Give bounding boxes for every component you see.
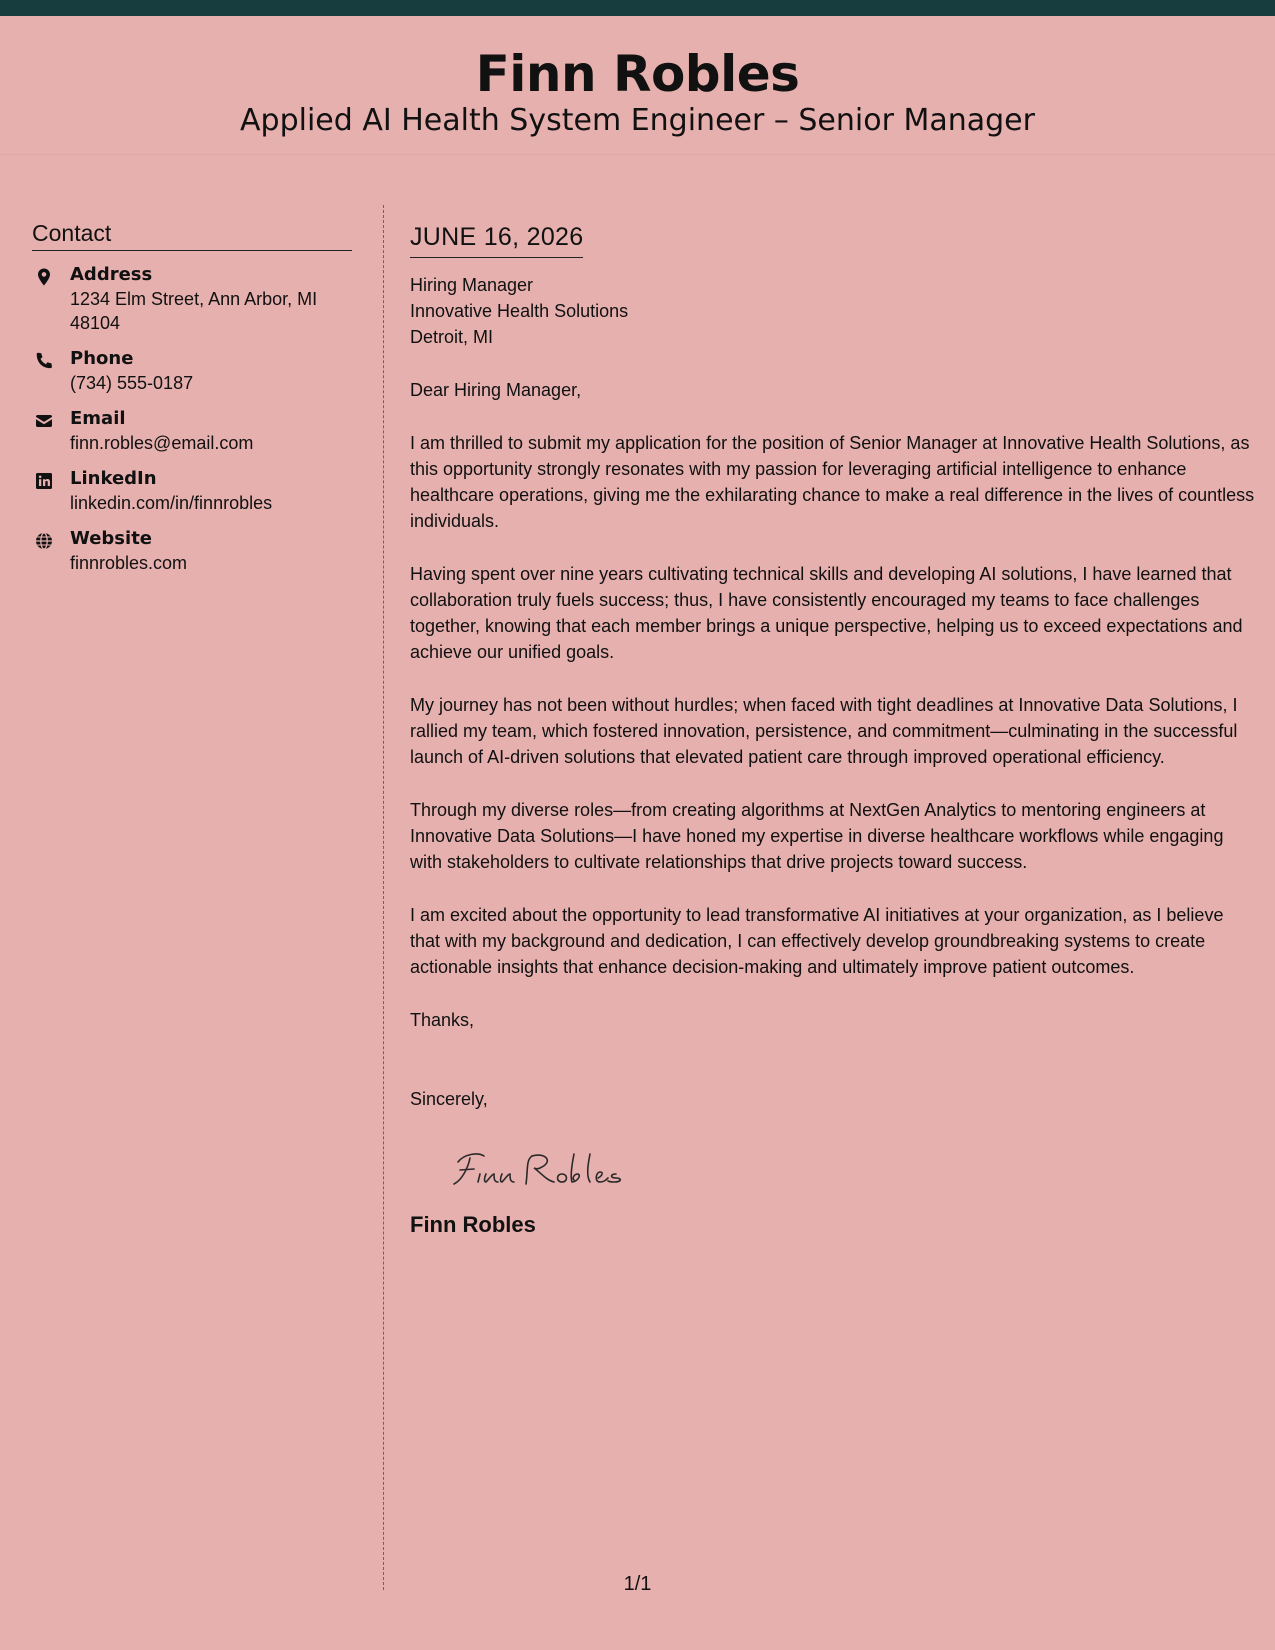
contact-item-phone	[32, 347, 352, 395]
contact-item-website	[32, 527, 352, 575]
top-accent-bar	[0, 0, 1275, 16]
letter-paragraph: I am thrilled to submit my application for the position of Senior Manager at Innovative Health Solutions, as this opportunity strongly resonates with my passion for leveraging artificial intelligence to enhance healthcare operations, giving me the exhilarating chance to make a real difference in the lives of countless individuals.	[410, 433, 1255, 531]
applicant-name: Finn Robles	[475, 45, 800, 103]
recipient-line: Innovative Health Solutions	[410, 301, 629, 321]
address-label: Address	[70, 264, 153, 285]
letter-date: JUNE 16, 2026	[410, 220, 583, 258]
applicant-title: Applied AI Health System Engineer – Senior Manager	[240, 103, 1035, 138]
recipient-block	[410, 272, 1255, 350]
contact-item-address	[32, 263, 352, 335]
map-pin-icon	[34, 267, 54, 287]
signature-image	[450, 1140, 1255, 1196]
salutation: Dear Hiring Manager,	[410, 380, 582, 400]
globe-icon	[34, 531, 54, 551]
phone-icon	[34, 351, 54, 371]
website-value: finnrobles.com	[70, 553, 188, 573]
column-divider	[383, 205, 384, 1590]
envelope-icon	[34, 411, 54, 431]
letter-body	[410, 220, 1255, 1240]
recipient-line: Detroit, MI	[410, 327, 494, 347]
contact-sidebar	[32, 218, 352, 575]
linkedin-value: linkedin.com/in/finnrobles	[70, 493, 273, 513]
handwritten-signature	[450, 1140, 650, 1196]
contact-item-linkedin	[32, 467, 352, 515]
letter-paragraph: Having spent over nine years cultivating technical skills and developing AI solutions, I have learned that collaboration truly fuels success; thus, I have consistently encouraged my teams to face challenges together, knowing that each member brings a unique perspective, helping us to exceed expectations and achieve our unified goals.	[410, 564, 1243, 662]
thanks-line: Thanks,	[410, 1010, 475, 1030]
phone-label: Phone	[70, 348, 134, 369]
address-value: 1234 Elm Street, Ann Arbor, MI 48104	[70, 289, 318, 333]
page-number: 1/1	[623, 1573, 652, 1595]
linkedin-label: LinkedIn	[70, 468, 157, 489]
letter-paragraph: I am excited about the opportunity to lead transformative AI initiatives at your organization, as I believe that with my background and dedication, I can effectively develop groundbreaking systems to create actionable insights that enhance decision-making and ultimately improve patient outcomes.	[410, 905, 1224, 977]
signed-name: Finn Robles	[410, 1212, 536, 1237]
contact-item-email	[32, 407, 352, 455]
closing-line: Sincerely,	[410, 1089, 488, 1109]
letter-paragraph: My journey has not been without hurdles; when faced with tight deadlines at Innovative Data Solutions, I rallied my team, which fostered innovation, persistence, and commitment—culminating in the successful launch of AI-driven solutions that elevated patient care through improved operational efficiency.	[410, 695, 1238, 767]
website-label: Website	[70, 528, 153, 549]
resume-header	[0, 16, 1275, 155]
email-value: finn.robles@email.com	[70, 433, 254, 453]
linkedin-icon	[34, 471, 54, 491]
letter-paragraph: Through my diverse roles—from creating algorithms at NextGen Analytics to mentoring engineers at Innovative Data Solutions—I have honed my expertise in diverse healthcare workflows while engaging with stakeholders to cultivate relationships that drive projects toward success.	[410, 800, 1224, 872]
email-label: Email	[70, 408, 126, 429]
contact-heading: Contact	[32, 218, 352, 251]
recipient-line: Hiring Manager	[410, 275, 534, 295]
phone-value: (734) 555-0187	[70, 373, 194, 393]
